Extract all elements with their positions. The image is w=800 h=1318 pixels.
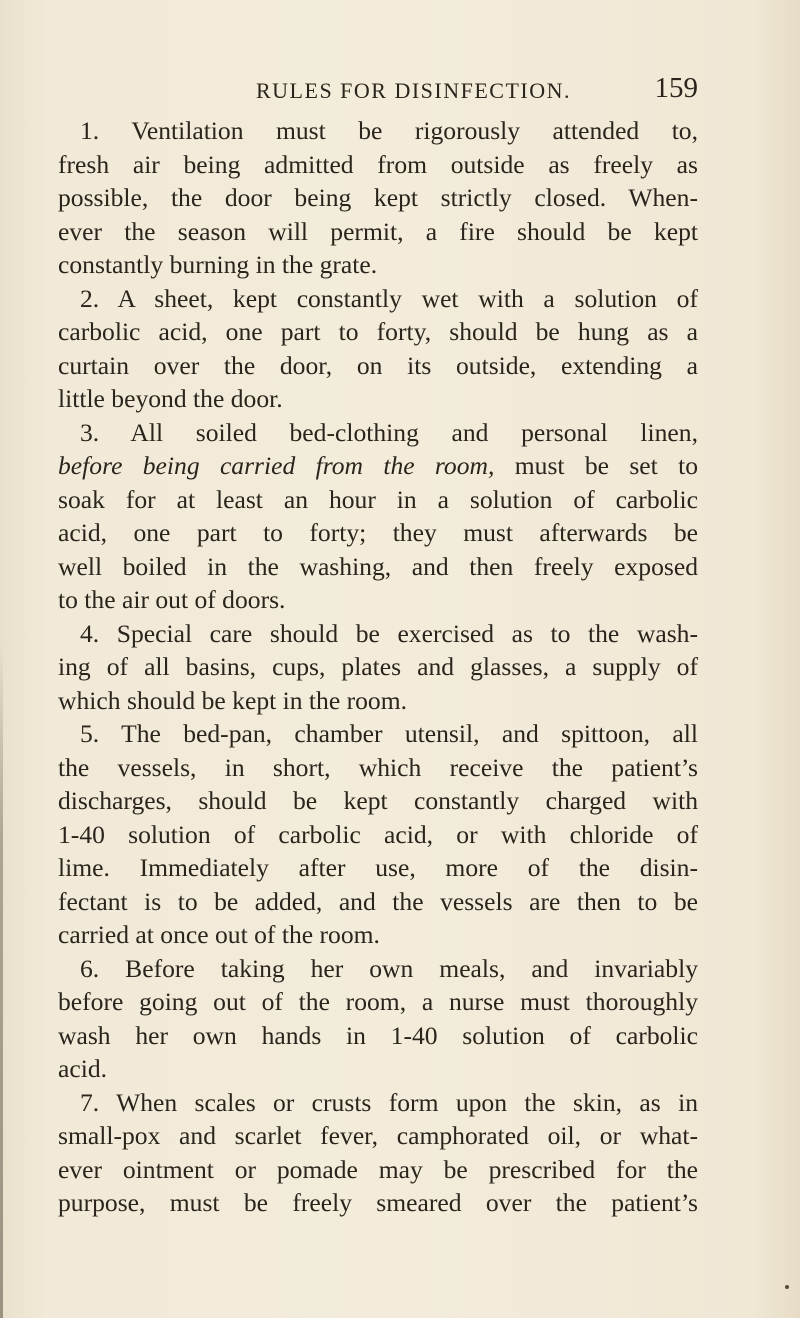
- rule-5-paragraph: [58, 717, 698, 952]
- text-line: acid, one part to forty; they must afterwards be: [58, 518, 698, 547]
- text-line: small-pox and scarlet fever, camphorated oil, or what-: [58, 1121, 698, 1150]
- binding-shadow: [0, 640, 3, 1318]
- running-head: [58, 72, 698, 112]
- rule-7-paragraph: [58, 1086, 698, 1220]
- ink-speck: [785, 1285, 789, 1289]
- rule-6-paragraph: [58, 952, 698, 1086]
- rule-3-paragraph: [58, 416, 698, 617]
- text-line: carried at once out of the room.: [58, 920, 380, 949]
- text-line: fectant is to be added, and the vessels are then to be: [58, 886, 698, 916]
- rule-2-paragraph: [58, 282, 698, 416]
- text-fragment: must be set to: [494, 451, 698, 480]
- rule-1-paragraph: [58, 114, 698, 282]
- text-line: 7. When scales or crusts form upon the skin, as in: [80, 1087, 698, 1117]
- text-line: constantly burning in the grate.: [58, 250, 378, 279]
- text-line: acid.: [58, 1054, 108, 1083]
- text-line: well boiled in the washing, and then freely exposed: [58, 551, 698, 581]
- italic-phrase: before being carried from the room,: [58, 451, 495, 480]
- text-line: ever ointment or pomade may be prescribed for the: [58, 1154, 698, 1184]
- text-line: 1. Ventilation must be rigorously attended to,: [80, 116, 698, 145]
- text-line: curtain over the door, on its outside, extending a: [58, 350, 698, 380]
- running-title: RULES FOR DISINFECTION.: [256, 78, 572, 103]
- text-line: ing of all basins, cups, plates and glasses, a supply of: [58, 652, 698, 681]
- text-line: 5. The bed-pan, chamber utensil, and spittoon, all: [80, 719, 698, 748]
- text-line: 4. Special care should be exercised as to the wash-: [80, 618, 698, 648]
- text-line: possible, the door being kept strictly closed. When-: [58, 183, 698, 212]
- text-line: little beyond the door.: [58, 384, 283, 413]
- text-line: purpose, must be freely smeared over the patient’s: [58, 1188, 698, 1217]
- text-line: 1-40 solution of carbolic acid, or with chloride of: [58, 819, 698, 849]
- text-line: fresh air being admitted from outside as freely as: [58, 149, 698, 179]
- text-line: ever the season will permit, a fire should be kept: [58, 216, 698, 246]
- text-line: the vessels, in short, which receive the patient’s: [58, 752, 698, 782]
- text-line: to the air out of doors.: [58, 585, 286, 614]
- text-line: 6. Before taking her own meals, and invariably: [80, 953, 698, 983]
- page-number: 159: [654, 72, 698, 104]
- text-line: soak for at least an hour in a solution of carbolic: [58, 484, 698, 514]
- text-line: wash her own hands in 1-40 solution of carbolic: [58, 1020, 698, 1050]
- text-line: before going out of the room, a nurse must thoroughly: [58, 987, 698, 1016]
- rule-4-paragraph: [58, 617, 698, 718]
- text-line: carbolic acid, one part to forty, should be hung as a: [58, 317, 698, 346]
- text-line-mixed: [58, 449, 698, 483]
- text-line: 2. A sheet, kept constantly wet with a solution of: [80, 283, 698, 313]
- text-line: lime. Immediately after use, more of the disin-: [58, 853, 698, 882]
- text-line: which should be kept in the room.: [58, 685, 408, 715]
- text-line: 3. All soiled bed-clothing and personal linen,: [80, 417, 698, 447]
- text-line: discharges, should be kept constantly charged with: [58, 786, 698, 815]
- body-text: [58, 114, 698, 1220]
